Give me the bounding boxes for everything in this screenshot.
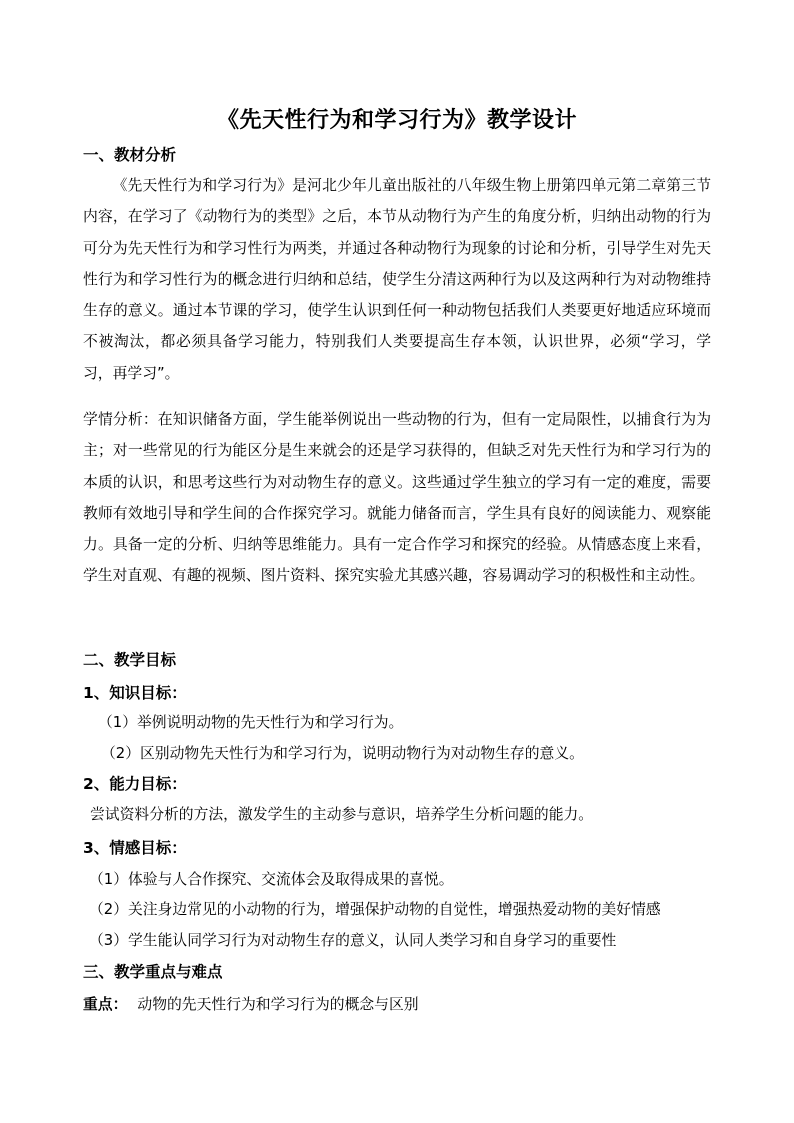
knowledge-goal-item: （1）举例说明动物的先天性行为和学习行为。 <box>98 714 404 731</box>
section-heading-textbook-analysis: 一、教材分析 <box>83 146 177 164</box>
page-title: 《先天性行为和学习行为》教学设计 <box>216 108 577 133</box>
ability-goals-heading: 2、能力目标： <box>83 775 187 793</box>
ability-goal-text: 尝试资料分析的方法，激发学生的主动参与意识，培养学生分析问题的能力。 <box>90 806 594 823</box>
key-point-label: 重点： <box>83 996 128 1013</box>
learner-analysis-paragraph: 学情分析：在知识储备方面，学生能举例说出一些动物的行为，但有一定局限性，以捕食行为为主；对一些常见的行为能区分是生来就会的还是学习获得的，但缺乏对先天性行为和学习行为的本质的认识，和思考这些行为对动物生存的意义。这些通过学生独立的学习有一定的难度，需要教师有效地引导和学生间的合作探究学习。就能力储备而言，学生具有良好的阅读能力、观察能力。具备一定的分析、归纳等思维能力。具有一定合作学习和探究的经验。从情感态度上来看，学生对直观、有趣的视频、图片资料、探究实验尤其感兴趣，容易调动学习的积极性和主动性。 <box>83 411 711 585</box>
key-point-text: 动物的先天性行为和学习行为的概念与区别 <box>137 996 419 1013</box>
emotion-goals-heading: 3、情感目标： <box>83 839 187 857</box>
emotion-goal-item: （2）关注身边常见的小动物的行为，增强保护动物的自觉性，增强热爱动物的美好情感 <box>89 901 661 918</box>
knowledge-goals-heading: 1、知识目标： <box>83 684 187 702</box>
emotion-goal-item: （1）体验与人合作探究、交流体会及取得成果的喜悦。 <box>89 871 454 888</box>
key-point-line <box>83 993 419 1014</box>
textbook-analysis-paragraph: 《先天性行为和学习行为》是河北少年儿童出版社的八年级生物上册第四单元第二章第三节内容，在学习了《动物行为的类型》之后，本节从动物行为产生的角度分析，归纳出动物的行为可分为先天性行为和学习性行为两类，并通过各种动物行为现象的讨论和分析，引导学生对先天性行为和学习性行为的概念进行归纳和总结，使学生分清这两种行为以及这两种行为对动物维持生存的意义。通过本节课的学习，使学生认识到任何一种动物包括我们人类要更好地适应环境而不被淘汰，都必须具备学习能力，特别我们人类要提高生存本领，认识世界，必须“学习，学习，再学习”。 <box>83 177 711 382</box>
knowledge-goal-item: （2）区别动物先天性行为和学习行为，说明动物行为对动物生存的意义。 <box>101 745 584 762</box>
section-heading-key-difficult-points: 三、教学重点与难点 <box>83 963 223 981</box>
emotion-goal-item: （3）学生能认同学习行为对动物生存的意义，认同人类学习和自身学习的重要性 <box>89 932 617 949</box>
section-heading-teaching-goals: 二、教学目标 <box>83 651 177 669</box>
